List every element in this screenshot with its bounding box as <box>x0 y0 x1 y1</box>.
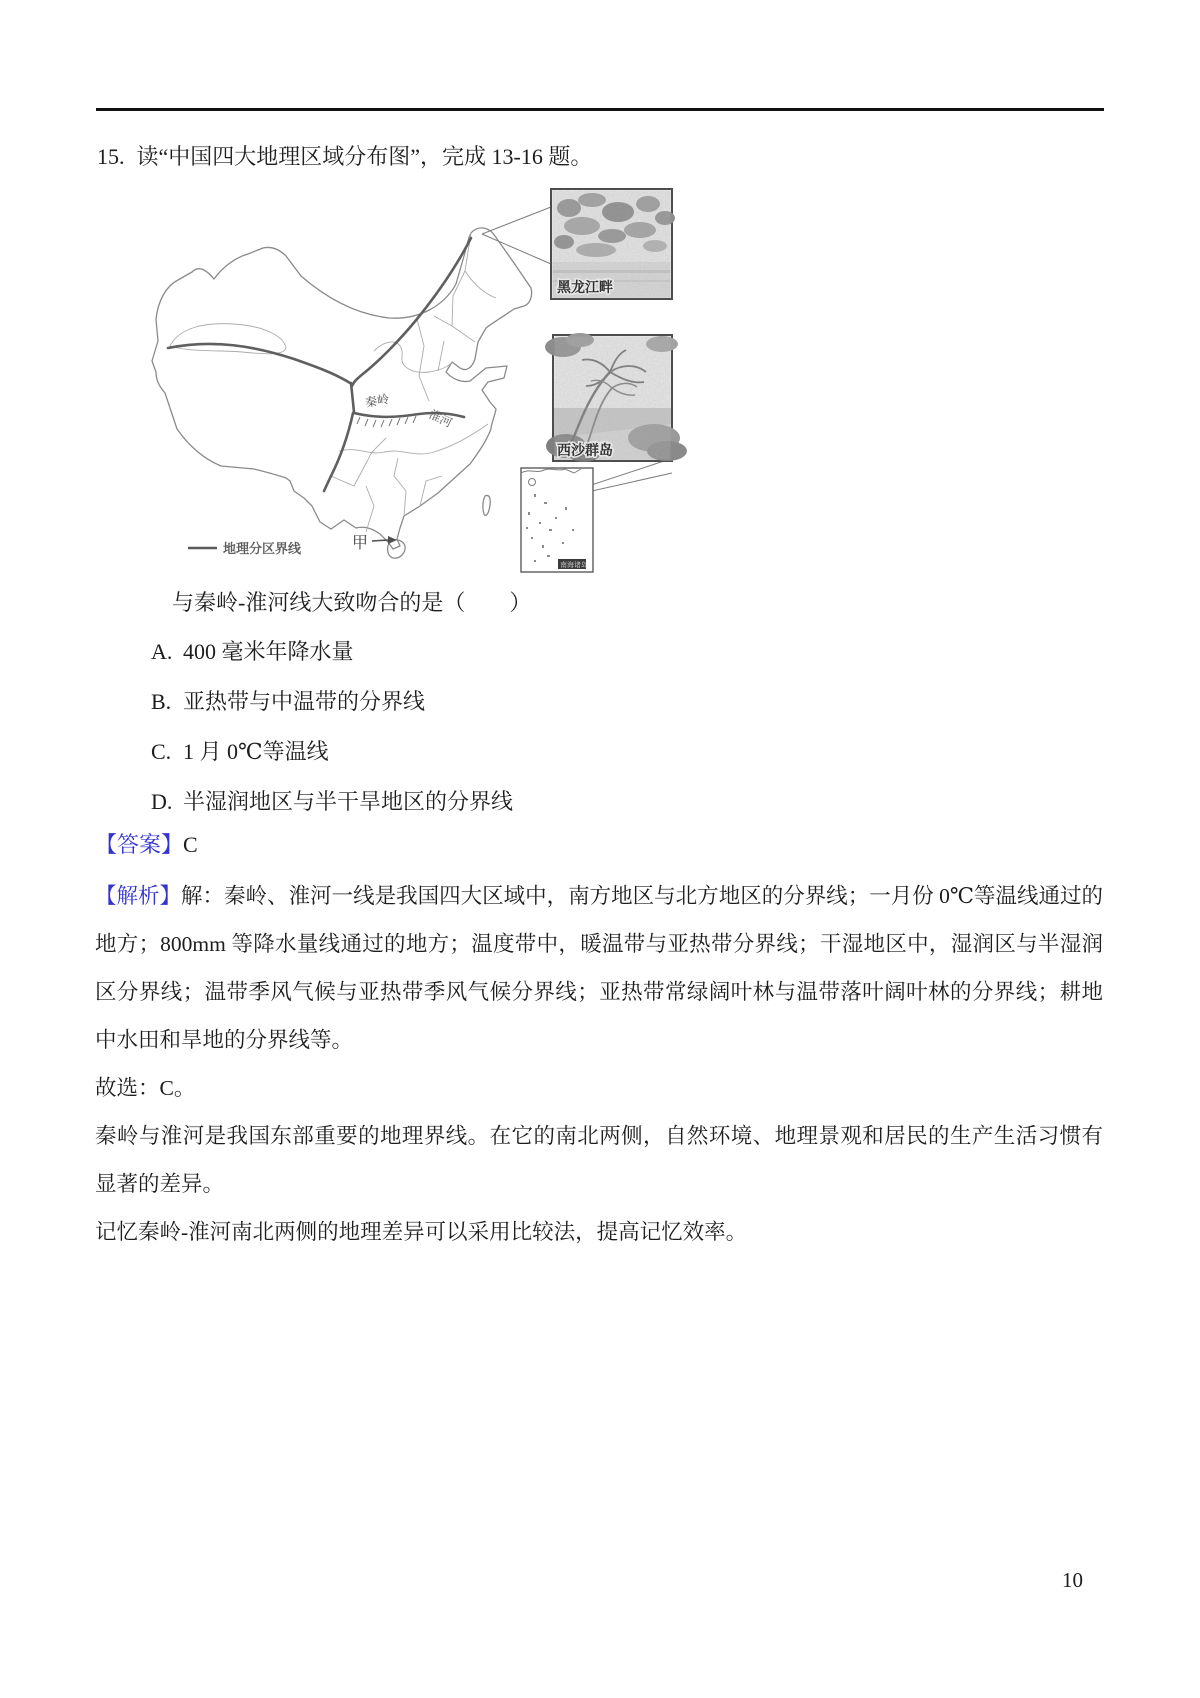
option-b-text: 亚热带与中温带的分界线 <box>183 689 426 714</box>
option-c <box>151 735 329 766</box>
option-d-label: D. <box>151 789 173 814</box>
taiwan-island <box>483 495 490 515</box>
south-china-sea-inset <box>521 468 593 572</box>
header-divider <box>96 108 1104 111</box>
option-d-text: 半湿润地区与半干旱地区的分界线 <box>183 789 514 814</box>
analysis-note2: 记忆秦岭-淮河南北两侧的地理差异可以采用比较法，提高记忆效率。 <box>95 1220 748 1244</box>
analysis-block <box>95 872 1103 1256</box>
page-number: 10 <box>1062 1568 1083 1592</box>
china-outline <box>152 228 532 558</box>
option-a-text: 400 毫米年降水量 <box>183 639 354 664</box>
option-d <box>151 785 513 816</box>
option-b-label: B. <box>151 689 172 714</box>
photo-inset-heilongjiang <box>551 189 675 299</box>
analysis-note1: 秦岭与淮河是我国东部重要的地理界线。在它的南北两侧，自然环境、地理景观和居民的生产生活习惯有显著的差异。 <box>95 1124 1103 1196</box>
option-a-label: A. <box>151 639 173 664</box>
analysis-conclusion: 故选：C。 <box>95 1076 196 1100</box>
map-legend <box>188 541 302 556</box>
region-boundary-lines <box>168 238 471 491</box>
option-a <box>151 635 354 666</box>
jia-arrow <box>372 536 397 544</box>
photo-label-xisha: 西沙群岛 <box>557 442 613 458</box>
analysis-paragraph <box>95 872 1103 1064</box>
answer-line <box>95 828 198 859</box>
scs-label: 南海诸岛 <box>560 562 588 569</box>
jia-label: 甲 <box>352 535 369 552</box>
legend-label: 地理分区界线 <box>223 541 302 556</box>
huaihe-label: 淮河 <box>426 407 455 431</box>
option-b <box>151 685 425 716</box>
answer-label: 【答案】 <box>95 832 184 857</box>
china-map-svg <box>134 176 694 576</box>
option-c-label: C. <box>151 739 172 764</box>
answer-value: C <box>183 832 198 857</box>
china-regions-map-figure <box>134 176 694 576</box>
question-intro-line <box>97 140 592 171</box>
option-c-text: 1 月 0℃等温线 <box>183 739 329 764</box>
photo-label-heilongjiang: 黑龙江畔 <box>557 279 613 295</box>
question-stem: 与秦岭-淮河线大致吻合的是（ ） <box>172 590 532 615</box>
question-number: 15. <box>97 144 125 169</box>
question-intro-text: 读“中国四大地理区域分布图”，完成 13-16 题。 <box>136 144 593 169</box>
photo-inset-xisha <box>545 333 687 462</box>
analysis-text: 解：秦岭、淮河一线是我国四大区域中，南方地区与北方地区的分界线；一月份 0℃等温线通过的地方；800mm 等降水量线通过的地方；温度带中，暖温带与亚热带分界线；干湿地区中，湿润区与半湿润区分界线；温带季风气候与亚热带季风气候分界线；亚热带常绿阔叶林与温带落叶阔叶林的分界线；耕地中水田和旱地的分界线等。 <box>95 884 1103 1052</box>
analysis-label: 【解析】 <box>95 884 182 908</box>
qinling-label: 秦岭 <box>364 391 391 410</box>
